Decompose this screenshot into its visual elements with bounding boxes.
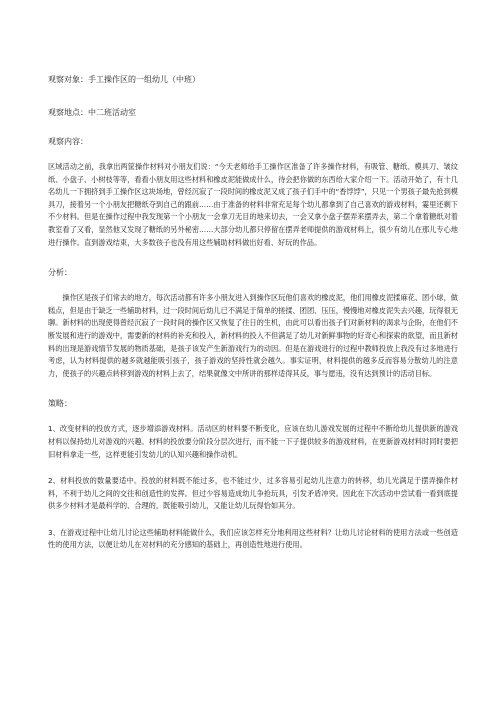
strategy-heading: 策略： <box>48 399 72 409</box>
strategy-item-1: 1、改变材料的投放方式，逐步增添游戏材料。活动区的材料要不断变化，应该在幼儿游戏发展的过程中不断给幼儿提供新的游戏材料以保持幼儿对游戏的兴趣。材料的投放要分阶段分层次进行，而不能一下子提供较多的游戏材料，在更新游戏材料时同时要把旧材料拿走一些，这样更能引发幼儿的认知兴趣和操作动机。 <box>48 424 458 459</box>
observation-object-line: 观察对象：手工操作区的一组幼儿（中班） <box>48 75 200 84</box>
analysis-heading: 分析： <box>48 268 72 278</box>
document-page <box>48 74 458 552</box>
observation-place-line: 观察地点：中二班活动室 <box>48 108 136 117</box>
content-paragraph: 区域活动之前，我拿出两筐操作材料对小朋友们说：“今天老师给手工操作区准备了许多操作材料，有吸管、糖纸、模具刀、皱纹纸、小盘子、小树枝等等，看看小朋友用这些材料和橡皮泥能做成什么，待会把你做的东西给大家介绍一下。活动开始了，有十几名幼儿一下拥挤到手工操作区这块场地，曾经沉寂了一段时间的橡皮泥又成了孩子们手中的“香饽饽”，只见一个男孩子最先抢到模具刀，接着另一个小朋友把糖纸夺到自己的跟前……由于准备的材料非常充足每个幼儿都拿到了自己喜欢的游戏材料，霎里还剩下不少材料。但是在操作过程中我发现第一个小朋友一会拿刀无目的地来切去，一会又拿小盘子摆弄来摆弄去，第二个拿着糖纸对着教室看了又看，显然他又发现了糖纸的另外秘密……大部分幼儿都只停留在摆弄老师提供的游戏材料上，很少有幼儿在那儿专心地进行操作。直到游戏结束，大多数孩子也没有用这些辅助材料做出好看、好玩的作品。 <box>48 162 458 247</box>
strategy-item-3: 3、在游戏过程中让幼儿讨论这些辅助材料能做什么，我们应该怎样充分地利用这些材料？让幼儿讨论材料的使用方法或一些创造性的使用方法，以便让幼儿在对材料的充分感知的基础上，再创造性地进行使用。 <box>48 527 458 550</box>
strategy-item-2: 2、材料投放的数量要适中。投放的材料既不能过多，也不能过少，过多容易引起幼儿注意力的转移，幼儿光满足于摆弄操作材料，不利于幼儿之间的交往和创造性的发挥。但过少容易造成幼儿争抢玩具，引发矛盾冲突。因此在下次活动中尝试看一看到底提供多少材料才是最科学的、合理的，既能吸引幼儿，又能让幼儿玩得恰如其分。 <box>48 476 458 511</box>
content-heading: 观察内容： <box>48 137 88 146</box>
analysis-paragraph: 操作区是孩子们常去的地方，每次活动都有许多小朋友进入到操作区玩他们喜欢的橡皮泥，他们用橡皮泥揉麻花、团小球，做糕点，但是由于缺乏一些辅助材料，过一段时间后幼儿已不满足于简单的搓揉、团团、压压，慢慢地对橡皮泥失去兴趣，玩得很无聊。新材料的出现使得曾经沉寂了一段时间的操作区又恢复了往日的生机，由此可以看出孩子们对新材料的渴求与企盼，在他们不断发展和进行的游戏中，需要新的材料的补充和投入，新材料的投入不但满足了幼儿对新鲜事物的好奇心和探索的欲望，而且新材料的出现是游戏情节发展的物质基础，是孩子该发产生新游戏行为的动因。但是在游戏进行的过程中教师投放上我没有过多地进行考虑，认为材料提供的越多就越能吸引孩子，孩子游戏的坚持性就会越久。事实证明，材料提供的越多反而容易分散幼儿的注意力，使孩子的兴趣点转移到游戏的材料上去了，结果就像文中所讲的那样适得其反，事与愿违，没有达到预计的活动目标。 <box>48 293 458 378</box>
